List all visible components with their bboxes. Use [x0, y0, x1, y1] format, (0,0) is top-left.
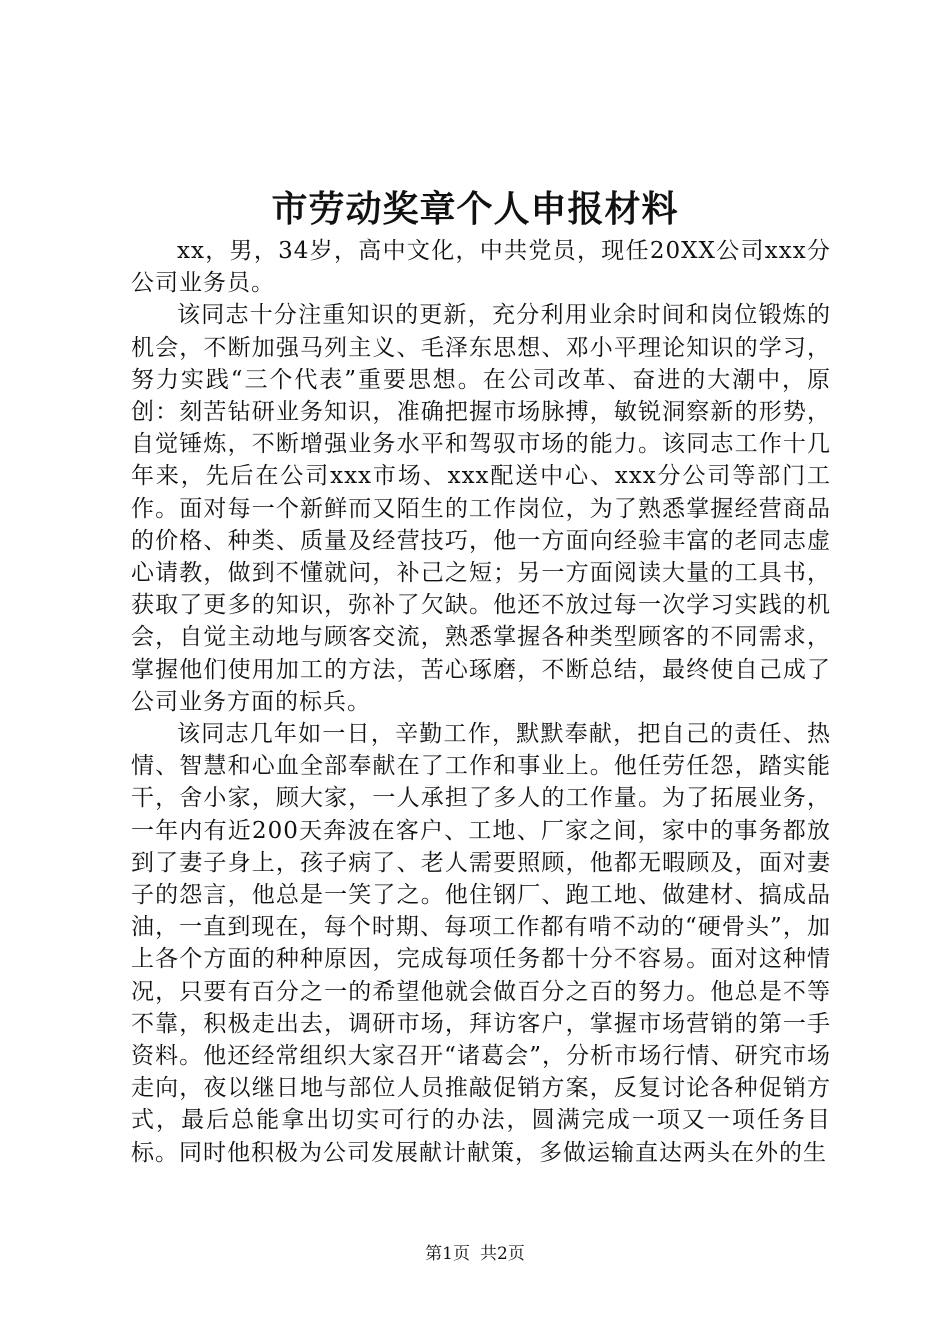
paragraph-learning: 该同志十分注重知识的更新，充分利用业余时间和岗位锻炼的机会，不断加强马列主义、毛泽东思想、邓小平理论知识的学习，努力实践“三个代表”重要思想。在公司改革、奋进的大潮中，原创：刻苦钻研业务知识，准确把握市场脉搏，敏锐洞察新的形势，自觉锤炼，不断增强业务水平和驾驭市场的能力。该同志工作十几年来，先后在公司xxx市场、xxx配送中心、xxx分公司等部门工作。面对每一个新鲜而又陌生的工作岗位，为了熟悉掌握经营商品的价格、种类、质量及经营技巧，他一方面向经验丰富的老同志虚心请教，做到不懂就问，补己之短；另一方面阅读大量的工具书，获取了更多的知识，弥补了欠缺。他还不放过每一次学习实践的机会，自觉主动地与顾客交流，熟悉掌握各种类型顾客的不同需求，掌握他们使用加工的方法，苦心琢磨，不断总结，最终使自己成了公司业务方面的标兵。 [131, 302, 831, 715]
page-total: 共2页 [480, 1244, 525, 1264]
page-number: 第1页 [425, 1244, 470, 1264]
document-title: 市劳动奖章个人申报材料 [271, 188, 679, 230]
paragraph-intro: xx，男，34岁，高中文化，中共党员，现任20XX公司xxx分公司业务员。 [131, 238, 831, 297]
paragraph-dedication: 该同志几年如一日，辛勤工作，默默奉献，把自己的责任、热情、智慧和心血全部奉献在了工作和事业上。他任劳任怨，踏实能干，舍小家，顾大家，一人承担了多人的工作量。为了拓展业务，一年内有近200天奔波在客户、工地、厂家之间，家中的事务都放到了妻子身上，孩子病了、老人需要照顾，他都无暇顾及，面对妻子的怨言，他总是一笑了之。他住钢厂、跑工地、做建材、搞成品油，一直到现在，每个时期、每项工作都有啃不动的“硬骨头”，加上各个方面的种种原因，完成每项任务都十分不容易。面对这种情况，只要有百分之一的希望他就会做百分之百的努力。他总是不等不靠，积极走出去，调研市场，拜访客户，掌握市场营销的第一手资料。他还经常组织大家召开“诸葛会”，分析市场行情、研究市场走向，夜以继日地与部位人员推敲促销方案，反复讨论各种促销方式，最后总能拿出切实可行的办法，圆满完成一项又一项任务目标。同时他积极为公司发展献计献策，多做运输直达两头在外的生 [131, 721, 831, 1166]
page-footer [0, 1242, 950, 1266]
document-body [131, 235, 831, 1180]
